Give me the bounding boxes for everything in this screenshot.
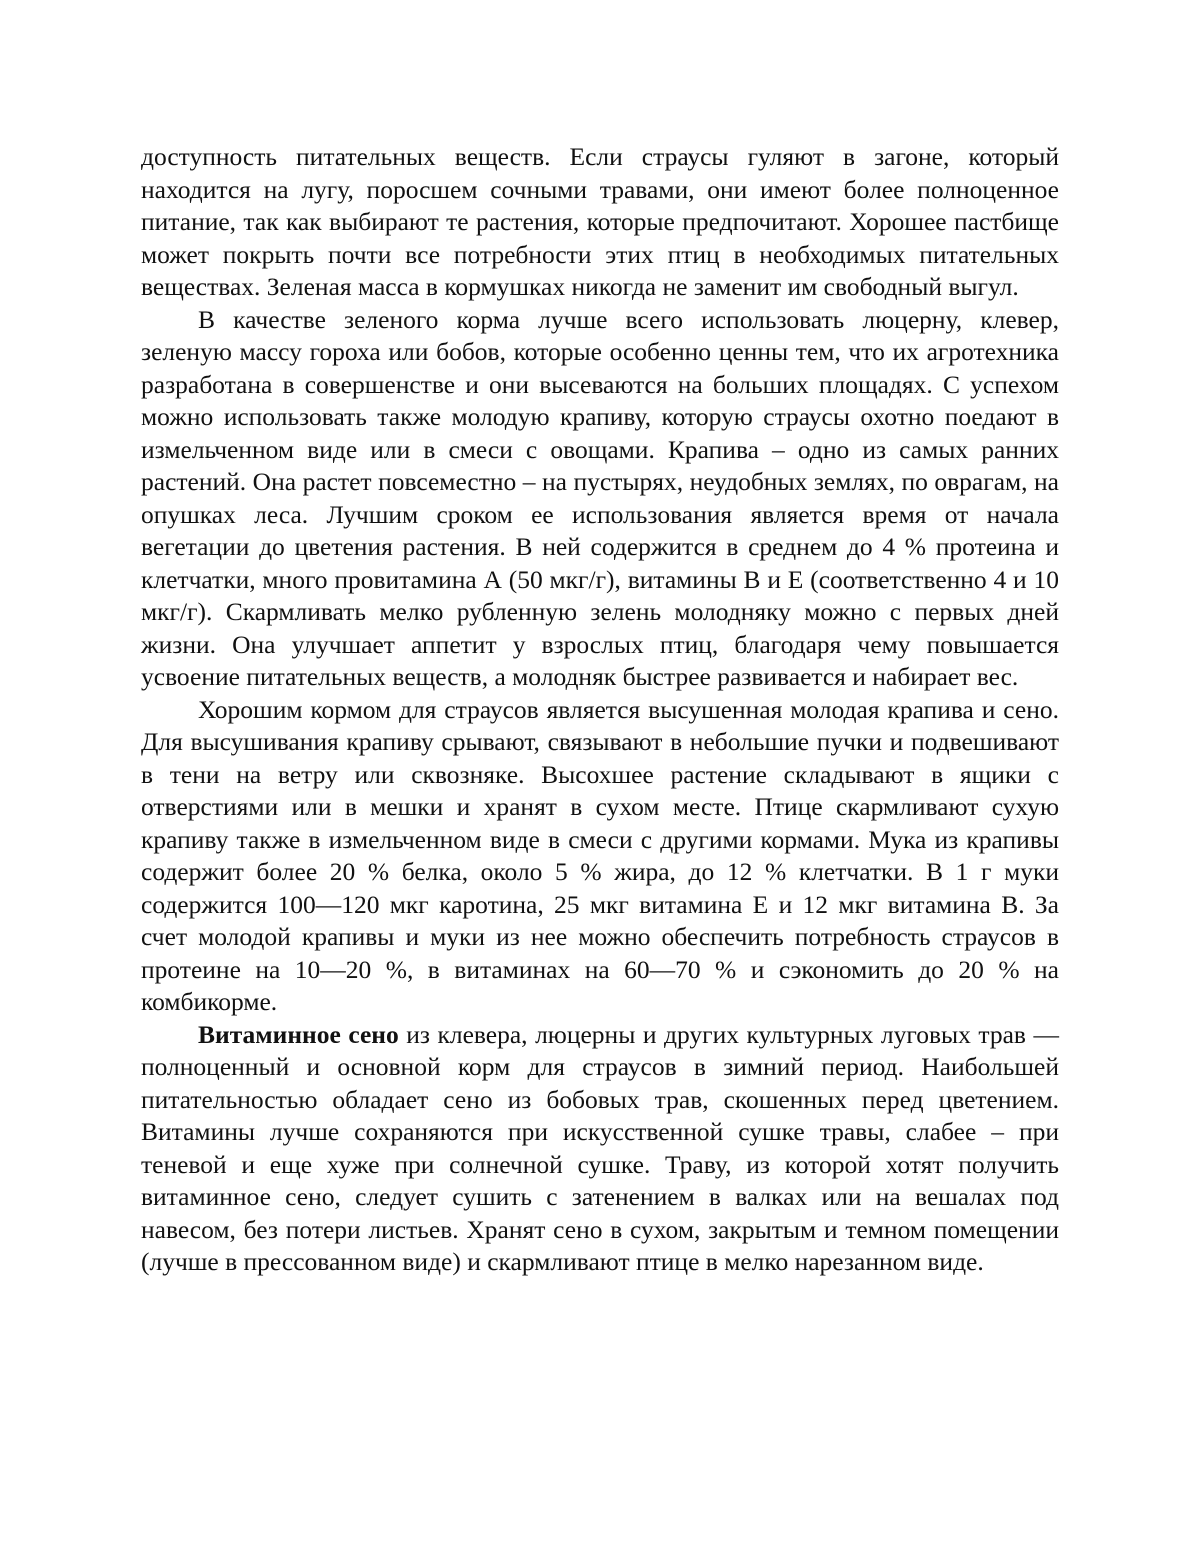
- paragraph-vitamin-hay: [141, 1019, 1059, 1279]
- paragraph-dried-nettle: Хорошим кормом для страусов является высушенная молодая крапива и сено. Для высушивания крапиву срывают, связывают в небольшие пучки и подвешивают в тени на ветру или сквозняке. Высохшее растение складывают в ящики с отверстиями или в мешки и хранят в сухом месте. Птице скармливают сухую крапиву также в измельченном виде в смеси с другими кормами. Мука из крапивы содержит более 20 % белка, около 5 % жира, до 12 % клетчатки. В 1 г муки содержится 100—120 мкг каротина, 25 мкг витамина Е и 12 мкг витамина В. За счет молодой крапивы и муки из нее можно обеспечить потребность страусов в протеине на 10—20 %, в витаминах на 60—70 % и сэкономить до 20 % на комбикорме.: [141, 694, 1059, 1016]
- term-vitamin-hay: Витаминное сено: [198, 1019, 399, 1049]
- paragraph-pasture: доступность питательных веществ. Если страусы гуляют в загоне, который находится на лугу, поросшем сочными травами, они имеют более полноценное питание, так как выбирают те растения, которые предпочитают. Хорошее пастбище может покрыть почти все потребности этих птиц в необходимых питательных веществах. Зеленая масса в кормушках никогда не заменит им свободный выгул.: [141, 142, 1059, 301]
- document-page: [141, 141, 1059, 1279]
- paragraph-green-feed: В качестве зеленого корма лучше всего использовать люцерну, клевер, зеленую массу гороха или бобов, которые особенно ценны тем, что их агротехника разработана в совершенстве и они высеваются на больших площадях. С успехом можно использовать также молодую крапиву, которую страусы охотно поедают в измельченном виде или в смеси с овощами. Крапива – одно из самых ранних растений. Она растет повсеместно – на пустырях, неудобных землях, по оврагам, на опушках леса. Лучшим сроком ее использования является время от начала вегетации до цветения растения. В ней содержится в среднем до 4 % протеина и клетчатки, много провитамина А (50 мкг/г), витамины В и Е (соответственно 4 и 10 мкг/г). Скармливать мелко рубленную зелень молодняку можно с первых дней жизни. Она улучшает аппетит у взрослых птиц, благодаря чему повышается усвоение питательных веществ, а молодняк быстрее развивается и набирает вес.: [141, 304, 1059, 691]
- paragraph-vitamin-hay-text: из клевера, люцерны и других культурных луговых трав —полноценный и основной корм для страусов в зимний период. Наибольшей питательностью обладает сено из бобовых трав, скошенных перед цветением. Витамины лучше сохраняются при искусственной сушке травы, слабее – при теневой и еще хуже при солнечной сушке. Траву, из которой хотят получить витаминное сено, следует сушить с затенением в валках или на вешалах под навесом, без потери листьев. Хранят сено в сухом, закрытым и темном помещении (лучше в прессованном виде) и скармливают птице в мелко нарезанном виде.: [141, 1019, 1059, 1276]
